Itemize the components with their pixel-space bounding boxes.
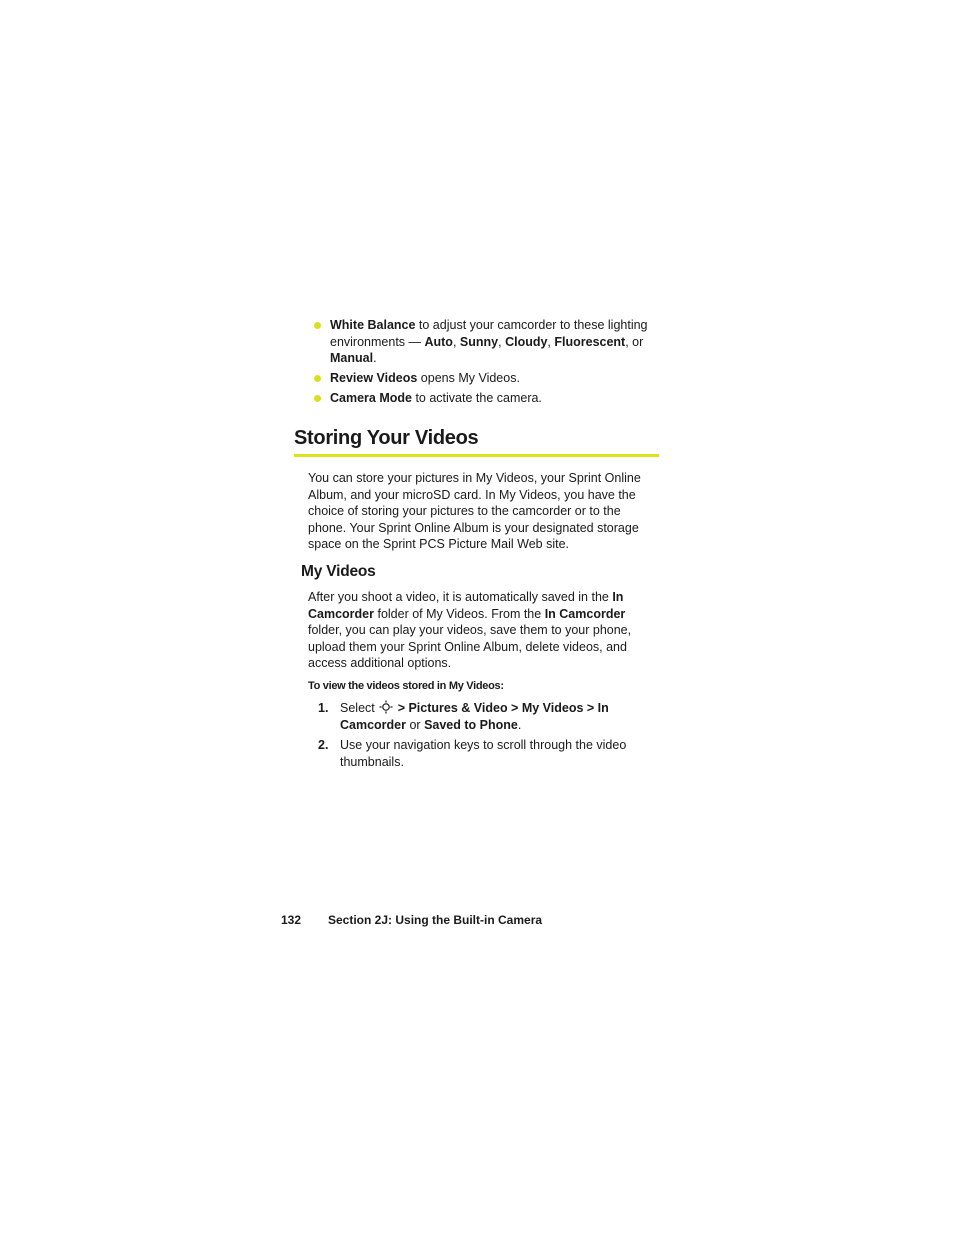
step-number: 2. <box>318 738 329 752</box>
my-videos-paragraph: After you shoot a video, it is automatically saved in the In Camcorder folder of My Videos. From the In Camcorder folder, you can play your videos, save them to your phone, upload them your Sprint Online Album, delete videos, and access additional options. <box>308 590 632 670</box>
navigation-key-icon <box>379 700 393 714</box>
section-intro-paragraph: You can store your pictures in My Videos, your Sprint Online Album, and your microSD card. In My Videos, you have the choice of storing your pictures to the camcorder or to the phone. Your Sprint Online Album is your designated storage space on the Sprint PCS Picture Mail Web site. <box>308 471 641 551</box>
step-item: 2. Use your navigation keys to scroll through the video thumbnails. <box>318 738 627 769</box>
list-item: Camera Mode to activate the camera. <box>312 390 662 407</box>
bullet-icon <box>314 395 321 402</box>
procedure-heading: To view the videos stored in My Videos: <box>308 680 504 692</box>
menu-path: > Pictures & Video > My Videos > In Camcorder <box>340 701 609 732</box>
step-item: 1. Select > Pictures & Video > My Videos > In Camcorder or Saved to Phone. <box>318 701 609 732</box>
bullet-icon <box>314 322 321 329</box>
subsection-title: My Videos <box>301 563 376 580</box>
bullet-icon <box>314 375 321 382</box>
section-title: Storing Your Videos <box>294 424 659 457</box>
page-number: 132 <box>281 913 302 927</box>
menu-path-alt: Saved to Phone <box>424 717 518 732</box>
page-footer <box>281 912 542 928</box>
footer-section-title: Section 2J: Using the Built-in Camera <box>328 913 543 927</box>
list-item: White Balance to adjust your camcorder to these lighting environments — Auto, Sunny, Cloudy, Fluorescent, or Manual. <box>312 317 662 367</box>
list-item: Review Videos opens My Videos. <box>312 370 662 387</box>
step-number: 1. <box>318 701 329 715</box>
camcorder-options-list <box>312 317 662 410</box>
option-label: White Balance <box>330 318 416 332</box>
procedure-steps <box>318 700 663 774</box>
option-label: Review Videos <box>330 371 418 385</box>
option-label: Camera Mode <box>330 391 412 405</box>
